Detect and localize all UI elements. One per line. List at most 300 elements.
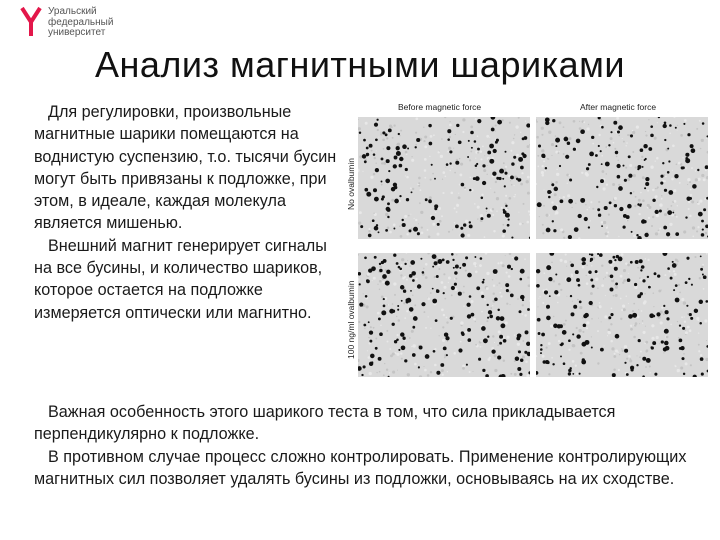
bead-dot <box>379 263 381 265</box>
grain <box>475 270 478 273</box>
bead-dot <box>469 221 471 223</box>
bead-dot <box>483 279 485 281</box>
bead-dot <box>563 362 566 365</box>
bead-dot <box>363 139 366 142</box>
bead-dot <box>482 164 485 167</box>
grain <box>629 360 632 363</box>
bead-dot <box>667 210 672 215</box>
grain <box>611 347 614 350</box>
grain <box>603 187 606 190</box>
paragraph <box>34 401 714 446</box>
grain <box>449 121 450 122</box>
grain <box>434 364 437 367</box>
bead-dot <box>555 273 557 275</box>
grain <box>703 178 706 181</box>
bead-dot <box>458 140 462 144</box>
bead-dot <box>694 309 698 313</box>
grain <box>618 184 620 186</box>
grain <box>591 336 592 337</box>
bead-dot <box>573 305 577 309</box>
grain <box>462 367 465 370</box>
grain <box>367 273 370 276</box>
bead-dot <box>700 255 702 257</box>
grain <box>586 127 589 130</box>
grain <box>514 373 517 376</box>
bead-dot <box>650 134 654 138</box>
grain <box>537 166 539 168</box>
grain <box>576 372 579 375</box>
bead-dot <box>648 286 651 289</box>
grain <box>597 362 599 364</box>
grain <box>587 209 589 211</box>
bead-dot <box>386 146 390 150</box>
bead-dot <box>364 160 367 163</box>
grain <box>465 270 467 272</box>
grain <box>469 159 471 161</box>
bead-dot <box>651 346 654 349</box>
grain <box>370 176 373 179</box>
bead-dot <box>396 151 401 156</box>
bead-dot <box>505 283 509 287</box>
bead-dot <box>399 267 402 270</box>
grain <box>430 135 433 138</box>
grain <box>695 178 698 181</box>
grain <box>404 215 407 218</box>
grain <box>548 131 551 134</box>
grain <box>405 175 406 176</box>
bead-dot <box>515 356 519 360</box>
bead-dot <box>381 310 386 315</box>
grain <box>368 230 370 232</box>
logo-text <box>48 7 113 39</box>
grain <box>663 352 664 353</box>
bead-dot <box>372 219 375 222</box>
grain <box>546 347 548 349</box>
bead-dot <box>456 124 459 127</box>
grain <box>630 328 633 331</box>
grain <box>393 282 396 285</box>
grain <box>664 180 666 182</box>
grain <box>376 150 377 151</box>
bead-dot <box>359 283 361 285</box>
grain <box>374 157 376 159</box>
bead-dot <box>683 373 685 375</box>
grain <box>607 335 608 336</box>
bead-dot <box>432 254 437 259</box>
grain <box>595 277 598 280</box>
grain <box>546 214 549 217</box>
bead-dot <box>510 294 514 298</box>
bead-dot <box>642 279 645 282</box>
bead-dot <box>690 144 694 148</box>
grain <box>480 291 483 294</box>
grain <box>537 155 539 157</box>
grain <box>626 142 628 144</box>
bead-dot <box>359 131 361 133</box>
bead-dot <box>547 190 551 194</box>
grain <box>606 173 608 175</box>
bead-dot <box>460 227 463 230</box>
grain <box>437 233 440 236</box>
grain <box>501 207 503 209</box>
bead-dot <box>496 316 500 320</box>
grain <box>425 327 427 329</box>
grain <box>639 356 641 358</box>
bead-dot <box>674 174 678 178</box>
grain <box>430 292 432 294</box>
bead-dot <box>653 315 656 318</box>
bead-dot <box>437 259 442 264</box>
grain <box>373 173 376 176</box>
grain <box>547 158 549 160</box>
grain <box>575 202 577 204</box>
grain <box>583 121 585 123</box>
bead-dot <box>544 290 548 294</box>
grain <box>567 194 570 197</box>
paragraph: Внешний магнит генерирует сигналы на все бусины, и количество шариков, которое остается на подложке измеряется оптически или магнитно. <box>34 236 327 322</box>
grain <box>557 302 559 304</box>
bead-dot <box>585 340 590 345</box>
bead-dot <box>520 269 525 274</box>
grain <box>435 211 437 213</box>
bead-micrograph-figure <box>340 97 720 380</box>
grain <box>503 360 505 362</box>
grain <box>410 214 411 215</box>
grain <box>687 178 690 181</box>
grain <box>632 310 634 312</box>
grain <box>658 230 659 231</box>
bead-dot <box>646 358 651 363</box>
grain <box>633 234 636 237</box>
grain <box>614 197 617 200</box>
grain <box>563 126 565 128</box>
grain <box>596 152 598 154</box>
bead-dot <box>545 117 550 122</box>
bead-dot <box>502 178 504 180</box>
bead-dot <box>650 125 653 128</box>
bead-dot <box>522 299 524 301</box>
grain <box>448 231 450 233</box>
bead-dot <box>435 319 438 322</box>
grain <box>444 175 446 177</box>
bead-dot <box>519 373 522 376</box>
grain <box>368 342 370 344</box>
grain <box>640 192 641 193</box>
grain <box>490 307 492 309</box>
bead-dot <box>487 304 489 306</box>
grain <box>522 223 523 224</box>
grain <box>691 167 693 169</box>
grain <box>701 266 703 268</box>
grain <box>599 302 601 304</box>
bead-dot <box>474 256 476 258</box>
grain <box>404 317 406 319</box>
grain <box>391 199 394 202</box>
bead-dot <box>378 317 381 320</box>
grain <box>680 327 682 329</box>
grain <box>365 158 367 160</box>
grain <box>460 163 463 166</box>
grain <box>428 236 431 239</box>
grain <box>486 174 487 175</box>
bead-dot <box>362 154 366 158</box>
grain <box>598 201 600 203</box>
bead-dot <box>578 284 581 287</box>
bead-dot <box>455 161 459 165</box>
bead-dot <box>497 309 499 311</box>
grain <box>458 193 459 194</box>
bead-dot <box>560 344 562 346</box>
grain <box>434 348 436 350</box>
bead-dot <box>459 267 461 269</box>
bead-dot <box>628 155 631 158</box>
bead-dot <box>576 139 581 144</box>
grain <box>623 141 625 143</box>
grain <box>603 221 606 224</box>
grain <box>498 330 501 333</box>
grain <box>499 292 501 294</box>
bead-dot <box>467 328 471 332</box>
bead-dot <box>540 348 543 351</box>
grain <box>368 356 371 359</box>
bead-dot <box>542 154 546 158</box>
bead-dot <box>672 263 677 268</box>
grain <box>677 130 678 131</box>
bead-dot <box>507 224 510 227</box>
bead-dot <box>502 229 506 233</box>
bead-dot <box>701 220 704 223</box>
grain <box>556 173 559 176</box>
bead-dot <box>610 313 613 316</box>
bead-dot <box>366 192 371 197</box>
bead-dot <box>504 172 507 175</box>
bead-dot <box>394 340 397 343</box>
grain <box>509 304 510 305</box>
grain <box>486 320 488 322</box>
grain <box>645 341 648 344</box>
bead-dot <box>450 317 453 320</box>
grain <box>610 340 613 343</box>
grain <box>613 368 615 370</box>
grain <box>582 317 584 319</box>
grain <box>389 372 390 373</box>
grain <box>634 205 636 207</box>
grain <box>492 208 495 211</box>
grain <box>659 203 662 206</box>
bead-dot <box>378 231 380 233</box>
grain <box>447 341 448 342</box>
grain <box>456 204 459 207</box>
grain <box>486 287 489 290</box>
grain <box>486 135 489 138</box>
grain <box>443 273 445 275</box>
bead-dot <box>536 269 540 273</box>
grain <box>698 332 699 333</box>
bead-dot <box>642 357 646 361</box>
bead-dot <box>628 314 633 319</box>
grain <box>542 355 545 358</box>
grain <box>670 205 672 207</box>
grain <box>671 178 674 181</box>
grain <box>367 350 368 351</box>
bead-dot <box>601 163 603 165</box>
bead-dot <box>500 316 505 321</box>
grain <box>517 298 518 299</box>
bead-dot <box>608 316 611 319</box>
grain <box>500 295 502 297</box>
grain <box>696 128 698 130</box>
grain <box>652 189 655 192</box>
grain <box>484 236 486 238</box>
bead-dot <box>575 270 579 274</box>
grain <box>442 192 444 194</box>
bead-dot <box>702 274 704 276</box>
grain <box>667 208 669 210</box>
micrograph-image <box>358 117 530 239</box>
bead-dot <box>691 148 696 153</box>
grain <box>477 152 479 154</box>
grain <box>442 171 445 174</box>
grain <box>558 340 560 342</box>
grain <box>412 295 413 296</box>
bead-dot <box>568 199 573 204</box>
grain <box>633 191 634 192</box>
bead-dot <box>654 272 657 275</box>
bead-dot <box>375 347 378 350</box>
bead-dot <box>588 226 590 228</box>
grain <box>613 142 615 144</box>
bead-dot <box>514 256 518 260</box>
grain <box>379 265 382 268</box>
grain <box>578 329 581 332</box>
grain <box>415 219 417 221</box>
bead-dot <box>700 268 703 271</box>
grain <box>398 319 401 322</box>
bead-dot <box>609 201 612 204</box>
bead-dot <box>366 280 370 284</box>
grain <box>505 255 506 256</box>
bead-dot <box>412 353 416 357</box>
grain <box>694 256 696 258</box>
grain <box>581 172 583 174</box>
grain <box>569 137 572 140</box>
grain <box>369 372 372 375</box>
grain <box>699 277 701 279</box>
bead-dot <box>524 136 528 140</box>
grain <box>700 148 702 150</box>
grain <box>474 203 476 205</box>
bead-dot <box>601 126 604 129</box>
grain <box>424 135 427 138</box>
grain <box>412 188 414 190</box>
bead-dot <box>685 153 689 157</box>
bead-dot <box>596 186 598 188</box>
grain <box>481 194 483 196</box>
grain <box>563 153 565 155</box>
row-label-bottom: 100 ng/ml ovalbumin <box>346 280 356 359</box>
bead-dot <box>520 295 525 300</box>
grain <box>661 195 662 196</box>
bead-dot <box>584 217 588 221</box>
bead-dot <box>652 341 656 345</box>
bead-dot <box>419 346 423 350</box>
grain <box>677 125 678 126</box>
grain <box>555 181 558 184</box>
grain <box>424 158 427 161</box>
grain <box>551 155 552 156</box>
micrograph-before-ovalbumin <box>358 253 530 377</box>
bead-dot <box>475 176 480 181</box>
bead-dot <box>630 134 633 137</box>
bead-dot <box>664 139 666 141</box>
grain <box>462 118 465 121</box>
bead-dot <box>467 314 471 318</box>
bead-dot <box>364 256 367 259</box>
grain <box>701 139 704 142</box>
grain <box>460 341 462 343</box>
bead-dot <box>410 260 415 265</box>
bead-dot <box>475 165 478 168</box>
bead-dot <box>660 182 663 185</box>
grain <box>601 321 602 322</box>
grain <box>392 303 394 305</box>
grain <box>506 280 507 281</box>
grain <box>622 305 625 308</box>
grain <box>555 135 556 136</box>
grain <box>384 363 385 364</box>
grain <box>670 236 671 237</box>
grain <box>590 292 593 295</box>
grain <box>406 176 409 179</box>
grain <box>701 174 704 177</box>
grain <box>655 160 656 161</box>
bead-dot <box>576 278 580 282</box>
grain <box>684 320 686 322</box>
grain <box>508 275 511 278</box>
bead-dot <box>623 226 626 229</box>
grain <box>453 148 454 149</box>
grain <box>579 306 582 309</box>
grain <box>560 289 562 291</box>
bead-dot <box>673 289 675 291</box>
grain <box>641 156 643 158</box>
grain <box>611 204 613 206</box>
grain <box>494 354 497 357</box>
bead-dot <box>663 226 667 230</box>
bead-dot <box>447 138 450 141</box>
micrograph-after-no-ovalbumin <box>536 117 708 239</box>
grain <box>664 274 666 276</box>
grain <box>386 369 388 371</box>
grain <box>685 362 688 365</box>
grain <box>638 309 639 310</box>
grain <box>620 318 622 320</box>
grain <box>567 183 568 184</box>
grain <box>637 315 640 318</box>
grain <box>449 170 450 171</box>
grain <box>409 265 410 266</box>
bead-dot <box>664 189 667 192</box>
bead-dot <box>466 364 468 366</box>
micrograph-image <box>358 253 530 377</box>
bead-dot <box>608 260 612 264</box>
bead-dot <box>552 119 555 122</box>
bead-dot <box>470 131 474 135</box>
grain <box>687 184 688 185</box>
bead-dot <box>672 261 674 263</box>
bead-dot <box>601 225 603 227</box>
bead-dot <box>404 359 407 362</box>
